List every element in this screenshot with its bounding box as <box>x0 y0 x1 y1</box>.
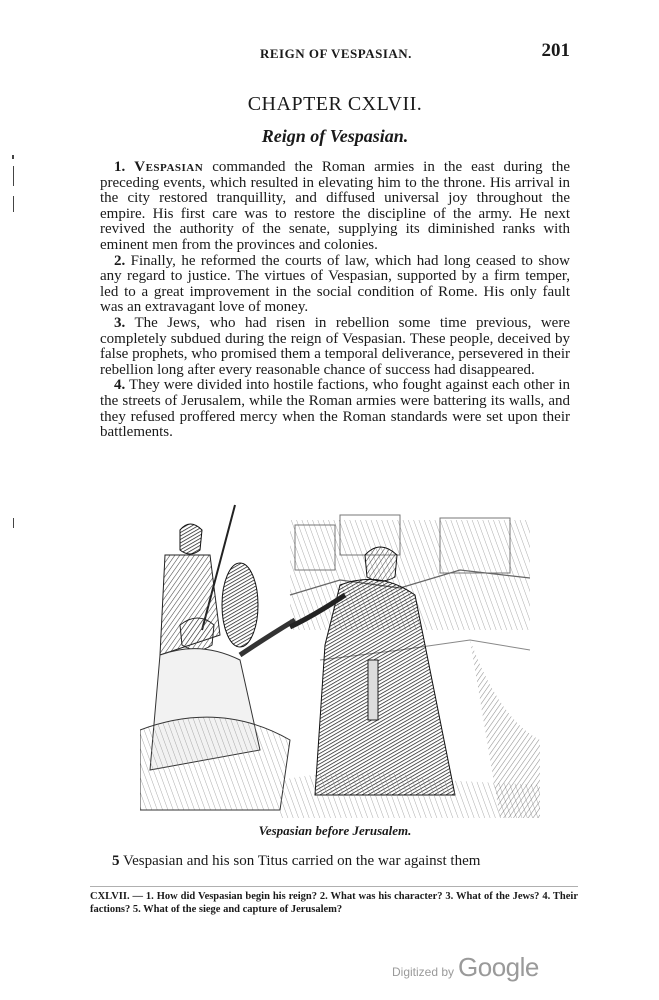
paragraph-number: 1. <box>114 159 126 175</box>
paragraph <box>100 853 570 870</box>
review-questions-footnote: CXLVII. — 1. How did Vespasian begin his reign? 2. What was his character? 3. What of the Jews? 4. Their factions? 5. What of the siege and capture of Jerusalem? <box>90 886 578 916</box>
page-number: 201 <box>541 40 570 61</box>
body-text <box>100 160 570 441</box>
paragraph <box>100 160 570 254</box>
paragraph-text: The Jews, who had risen in rebellion some time previous, were completely subdued during the reign of Vespasian. These people, deceived by false prophets, who promised them a temporal deliverance, persevered in their rebellion long after every reasonable chance of success had disappeared. <box>100 314 570 378</box>
running-title: REIGN OF VESPASIAN. <box>260 46 412 61</box>
chapter-title: CHAPTER CXLVII. <box>247 93 423 115</box>
google-watermark <box>392 952 539 982</box>
chapter-subtitle: Reign of Vespasian. <box>261 126 409 146</box>
paragraph-number: 5 <box>112 853 120 869</box>
paragraph-text: Finally, he reformed the courts of law, which had long ceased to show any regard to justice. The virtues of Vespasian, supported by a firm temper, led to a great improvement in the social condition of Rome. His only fault was an extravagant love of money. <box>100 252 570 316</box>
paragraph <box>100 316 570 378</box>
paragraph-text: They were divided into hostile factions, who fought against each other in the streets of Jerusalem, while the Roman armies were battering its walls, and they refused proffered mercy when the Roman standards were set upon their battlements. <box>100 377 570 441</box>
paragraph-text: Vespasian and his son Titus carried on the war against them <box>119 853 481 869</box>
paragraph <box>100 378 570 440</box>
paragraph-number: 4. <box>114 377 126 394</box>
margin-mark <box>13 518 14 528</box>
paragraph-text: commanded the Roman armies in the east during the preceding events, which resulted in elevating him to the throne. His arrival in the city restored tranquillity, and diffused universal joy throughout the empire. His first care was to restore the discipline of the army. He next revived the authority of the senate, supplying its diminished ranks with eminent men from the provinces and colonies. <box>100 159 571 253</box>
paragraph-number: 2. <box>114 252 126 269</box>
margin-mark <box>13 196 14 212</box>
margin-mark <box>13 166 14 186</box>
figure-caption: Vespasian before Jerusalem. <box>258 823 412 838</box>
paragraph <box>100 254 570 316</box>
margin-mark <box>12 155 14 159</box>
paragraph-lead: Vespasian <box>134 159 204 175</box>
engraving-illustration <box>140 500 540 818</box>
paragraph-number: 3. <box>114 314 126 331</box>
watermark-prefix: Digitized by <box>392 965 455 979</box>
google-logo: Google <box>458 952 539 982</box>
running-head <box>100 40 570 64</box>
